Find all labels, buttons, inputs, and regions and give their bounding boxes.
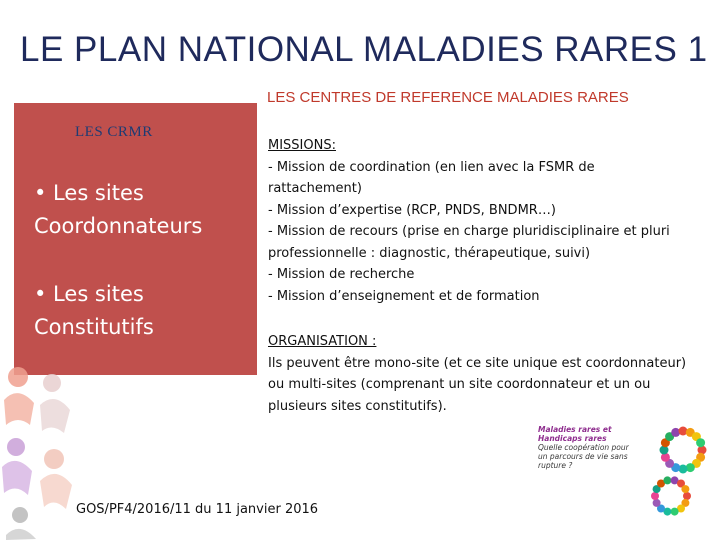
missions-block — [268, 135, 688, 307]
logo-line: Maladies rares et — [538, 425, 612, 434]
logo-dot — [681, 485, 689, 493]
mission-item: - Mission d’enseignement et de formation — [268, 288, 540, 304]
logo-line: un parcours de vie sans — [538, 452, 628, 461]
organisation-block — [268, 331, 688, 417]
crmr-panel-heading: LES CRMR — [75, 124, 153, 140]
colorful-wheel-logo-icon — [635, 420, 715, 520]
slide-subtitle: LES CENTRES DE REFERENCE MALADIES RARES — [267, 89, 629, 106]
logo-dot — [653, 499, 661, 507]
logo-dot — [663, 476, 671, 484]
logo-dot — [683, 492, 691, 500]
organisation-text: Ils peuvent être mono-site (et ce site unique est coordonnateur) ou multi-sites (comprenant un site coordonnateur et un ou plusieurs sites constitutifs). — [268, 355, 687, 414]
logo-line: rupture ? — [538, 461, 573, 470]
mission-item: - Mission d’expertise (RCP, PNDS, BNDMR…) — [268, 202, 556, 218]
bullet-coordonnateurs: • Les sites Coordonnateurs — [34, 181, 203, 238]
bullet-constitutifs: • Les sites Constitutifs — [34, 282, 154, 339]
logo-line: Quelle coopération pour — [538, 443, 629, 452]
logo-dot — [671, 508, 679, 516]
logo-dot — [651, 492, 659, 500]
logo-line: Handicaps rares — [538, 434, 607, 443]
people-figures-illustration — [0, 355, 85, 540]
mission-item: - Mission de coordination (en lien avec la FSMR de rattachement) — [268, 159, 595, 196]
slide-title: LE PLAN NATIONAL MALADIES RARES 1 — [20, 30, 708, 69]
reference-text: GOS/PF4/2016/11 du 11 janvier 2016 — [76, 502, 319, 517]
mission-item: - Mission de recours (prise en charge pluridisciplinaire et pluri professionnelle : diagnostic, thérapeutique, suivi) — [268, 224, 670, 261]
event-logo-text — [538, 425, 638, 470]
mission-item: - Mission de recherche — [268, 267, 415, 282]
logo-dot — [696, 438, 705, 447]
organisation-heading: ORGANISATION : — [268, 334, 377, 349]
missions-heading: MISSIONS: — [268, 138, 336, 153]
